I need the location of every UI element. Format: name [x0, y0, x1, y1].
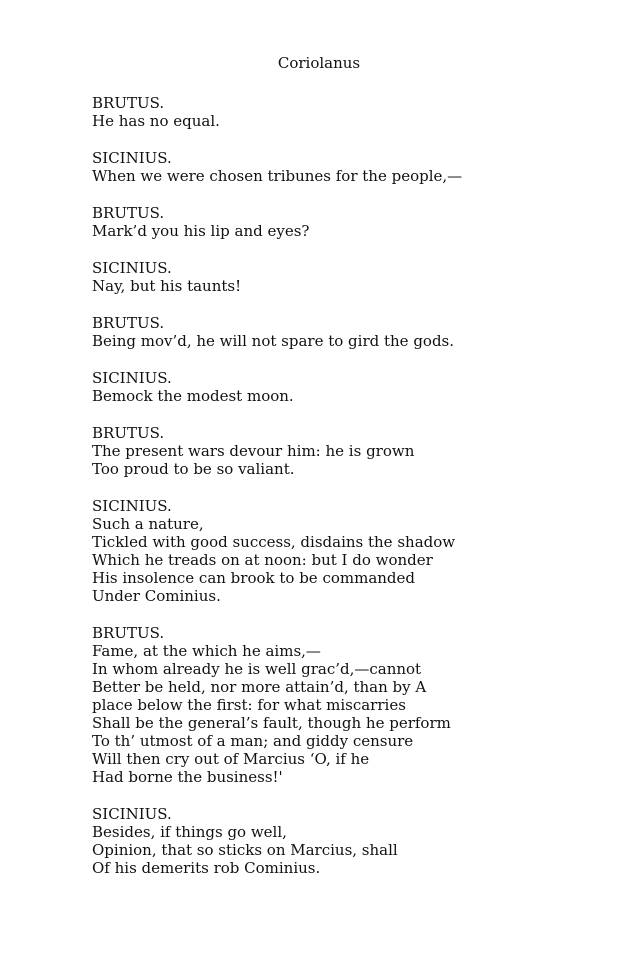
dialogue-line: Too proud to be so valiant. [92, 460, 295, 478]
dialogue-line: Which he treads on at noon: but I do wonder [92, 551, 433, 569]
speech-block [92, 497, 612, 605]
dialogue-line: When we were chosen tribunes for the people,— [92, 167, 463, 185]
speaker-name: SICINIUS. [92, 149, 172, 167]
speaker-name: SICINIUS. [92, 369, 172, 387]
speech-block [92, 369, 612, 405]
dialogue-line: The present wars devour him: he is grown [92, 442, 415, 460]
play-text [92, 94, 612, 896]
speech-block [92, 424, 612, 478]
dialogue-line: In whom already he is well grac’d,—cannot [92, 660, 422, 678]
speaker-name: SICINIUS. [92, 497, 172, 515]
dialogue-line: His insolence can brook to be commanded [92, 569, 416, 587]
page-header-title: Coriolanus [277, 54, 361, 72]
speech-block [92, 314, 612, 350]
dialogue-line: He has no equal. [92, 112, 220, 130]
dialogue-line: Such a nature, [92, 515, 204, 533]
speech-block [92, 259, 612, 295]
dialogue-line: To th’ utmost of a man; and giddy censure [92, 732, 414, 750]
dialogue-line: Besides, if things go well, [92, 823, 287, 841]
speech-block [92, 805, 612, 877]
dialogue-line: Had borne the business!' [92, 768, 283, 786]
speaker-name: SICINIUS. [92, 259, 172, 277]
dialogue-line: Bemock the modest moon. [92, 387, 294, 405]
speech-block [92, 149, 612, 185]
speaker-name: SICINIUS. [92, 805, 172, 823]
speech-block [92, 204, 612, 240]
dialogue-line: Will then cry out of Marcius ‘O, if he [92, 750, 370, 768]
dialogue-line: Better be held, nor more attain’d, than by A [92, 678, 427, 696]
speaker-name: BRUTUS. [92, 314, 165, 332]
dialogue-line: Tickled with good success, disdains the shadow [92, 533, 456, 551]
dialogue-line: Fame, at the which he aims,— [92, 642, 321, 660]
dialogue-line: Nay, but his taunts! [92, 277, 242, 295]
speaker-name: BRUTUS. [92, 94, 165, 112]
dialogue-line: Being mov’d, he will not spare to gird the gods. [92, 332, 455, 350]
speech-block [92, 624, 612, 786]
dialogue-line: Mark’d you his lip and eyes? [92, 222, 310, 240]
speaker-name: BRUTUS. [92, 624, 165, 642]
dialogue-line: Under Cominius. [92, 587, 221, 605]
speaker-name: BRUTUS. [92, 204, 165, 222]
dialogue-line: Opinion, that so sticks on Marcius, shall [92, 841, 398, 859]
dialogue-line: Of his demerits rob Cominius. [92, 859, 321, 877]
dialogue-line: place below the first: for what miscarries [92, 696, 406, 714]
speaker-name: BRUTUS. [92, 424, 165, 442]
dialogue-line: Shall be the general’s fault, though he perform [92, 714, 451, 732]
speech-block [92, 94, 612, 130]
